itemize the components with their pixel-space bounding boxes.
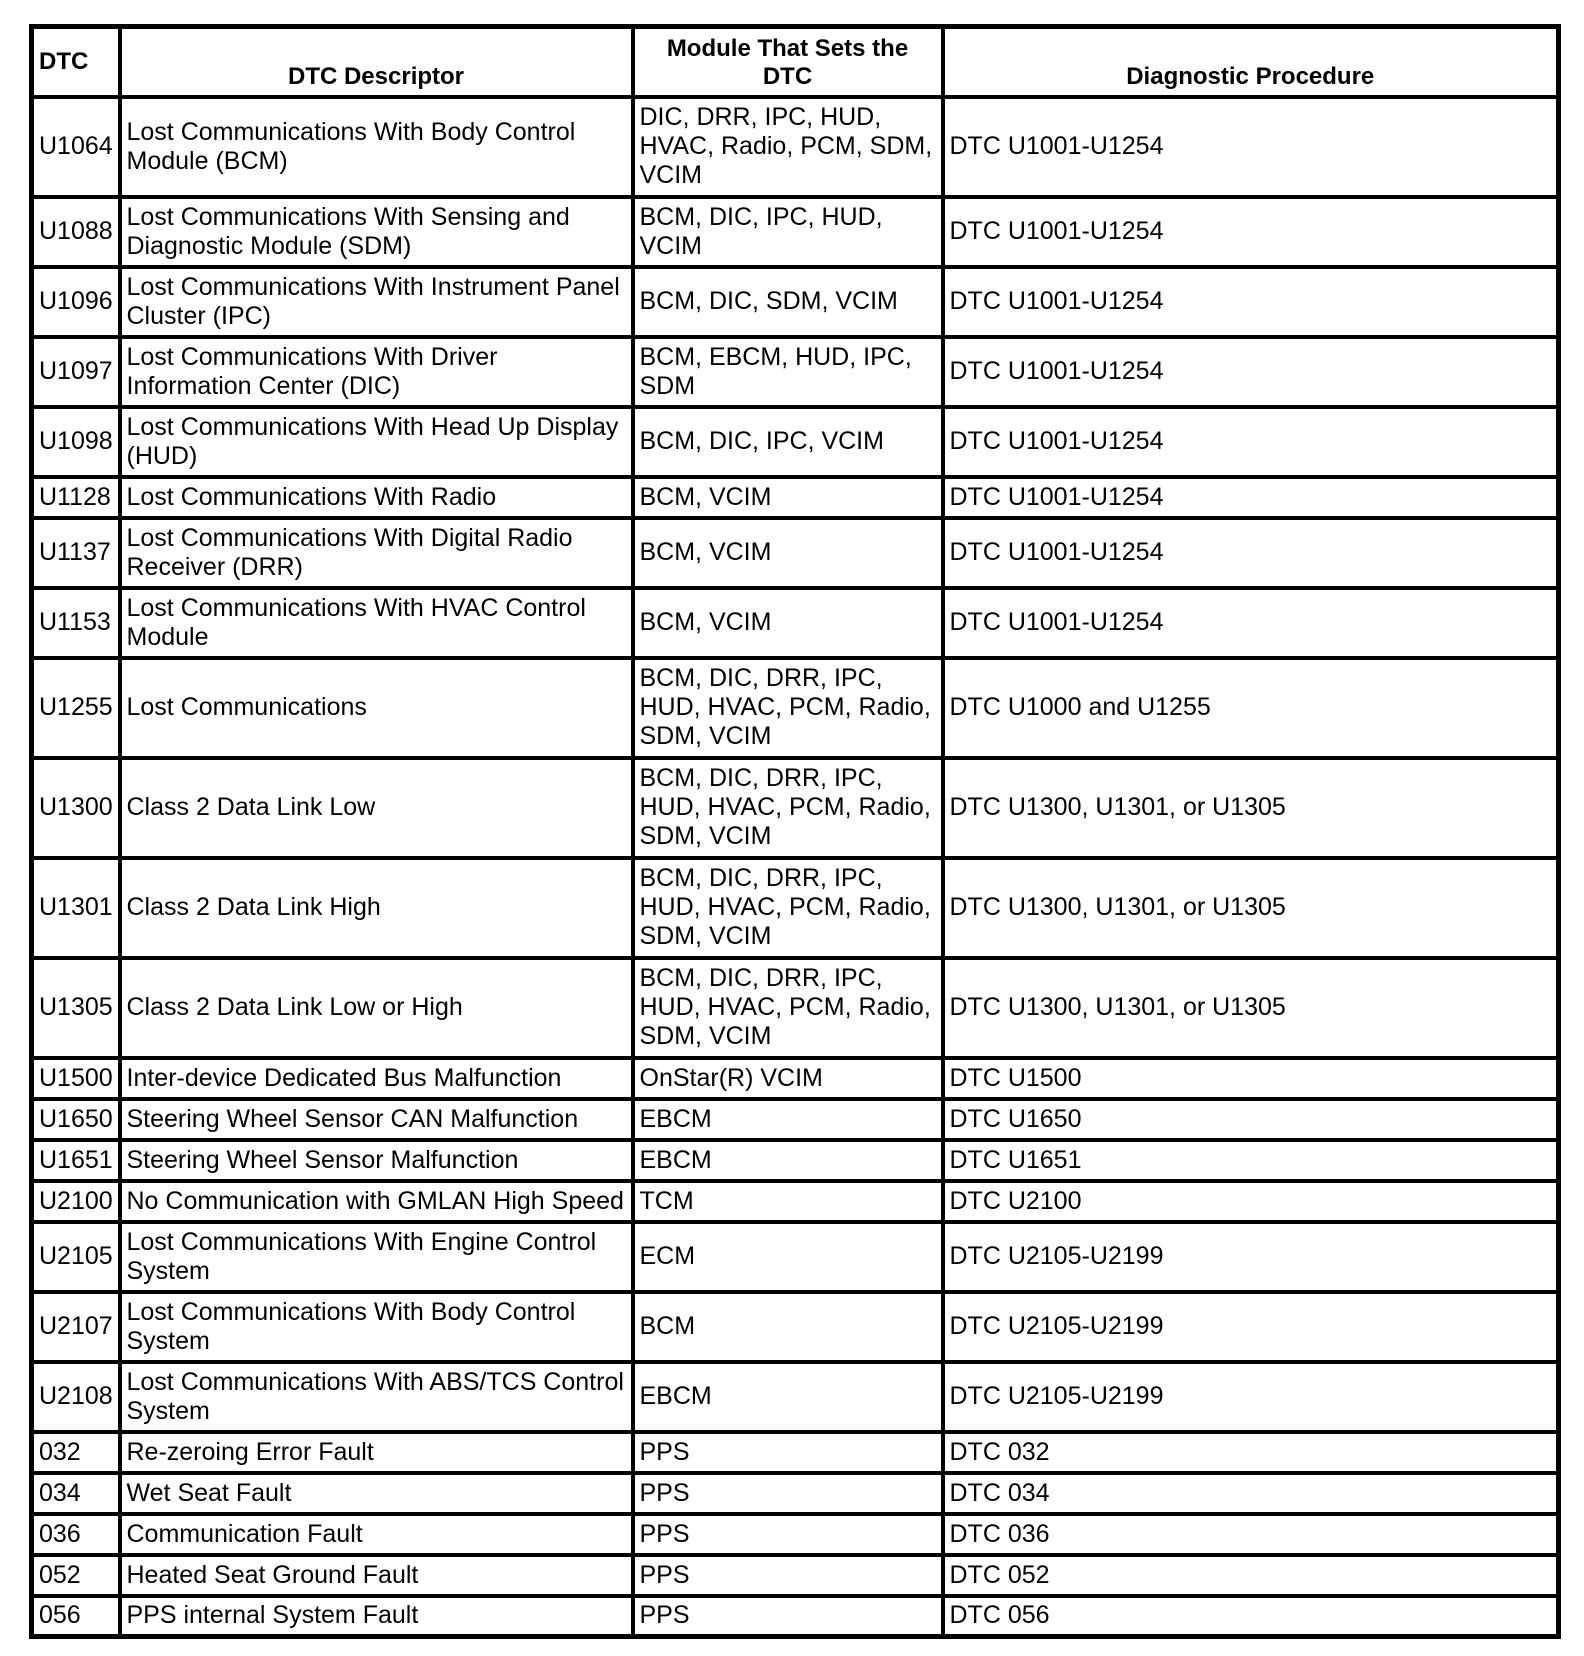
header-module: Module That Sets the DTC (633, 27, 943, 97)
diagnostic-procedure: DTC 036 (943, 1514, 1559, 1555)
dtc-code: U2105 (32, 1222, 120, 1292)
module-list: BCM, DIC, DRR, IPC, HUD, HVAC, PCM, Radio, SDM, VCIM (633, 858, 943, 958)
module-list: ECM (633, 1222, 943, 1292)
table-header-row (32, 27, 1559, 97)
module-list: PPS (633, 1514, 943, 1555)
diagnostic-procedure: DTC U1001-U1254 (943, 267, 1559, 337)
dtc-code: 032 (32, 1432, 120, 1473)
dtc-code: 052 (32, 1555, 120, 1596)
header-diagnostic-procedure: Diagnostic Procedure (943, 27, 1559, 97)
diagnostic-procedure: DTC U2105-U2199 (943, 1362, 1559, 1432)
dtc-descriptor: Lost Communications With Driver Information Center (DIC) (120, 337, 633, 407)
module-list: BCM, VCIM (633, 518, 943, 588)
table-row (32, 197, 1559, 267)
table-row (32, 477, 1559, 518)
dtc-descriptor: Inter-device Dedicated Bus Malfunction (120, 1058, 633, 1099)
header-dtc-descriptor: DTC Descriptor (120, 27, 633, 97)
diagnostic-procedure: DTC U1001-U1254 (943, 518, 1559, 588)
diagnostic-procedure: DTC U1001-U1254 (943, 337, 1559, 407)
dtc-code: U1305 (32, 958, 120, 1058)
table-row (32, 1362, 1559, 1432)
dtc-descriptor: Lost Communications With Instrument Panel Cluster (IPC) (120, 267, 633, 337)
diagnostic-procedure: DTC U1650 (943, 1099, 1559, 1140)
table-row (32, 518, 1559, 588)
dtc-code: U1651 (32, 1140, 120, 1181)
diagnostic-procedure: DTC U1500 (943, 1058, 1559, 1099)
table-row (32, 337, 1559, 407)
dtc-code: U1097 (32, 337, 120, 407)
module-list: BCM, VCIM (633, 588, 943, 658)
table-row (32, 1140, 1559, 1181)
dtc-descriptor: Lost Communications With Radio (120, 477, 633, 518)
diagnostic-procedure: DTC U1651 (943, 1140, 1559, 1181)
module-list: BCM, DIC, IPC, VCIM (633, 407, 943, 477)
module-list: BCM, DIC, DRR, IPC, HUD, HVAC, PCM, Radio, SDM, VCIM (633, 958, 943, 1058)
dtc-code: U1137 (32, 518, 120, 588)
dtc-descriptor: Lost Communications With Head Up Display (HUD) (120, 407, 633, 477)
table-row (32, 1473, 1559, 1514)
module-list: PPS (633, 1473, 943, 1514)
table-row (32, 1514, 1559, 1555)
module-list: BCM, DIC, DRR, IPC, HUD, HVAC, PCM, Radio, SDM, VCIM (633, 758, 943, 858)
module-list: OnStar(R) VCIM (633, 1058, 943, 1099)
table-row (32, 407, 1559, 477)
dtc-descriptor: PPS internal System Fault (120, 1596, 633, 1637)
module-list: PPS (633, 1596, 943, 1637)
dtc-code: U2108 (32, 1362, 120, 1432)
module-list: PPS (633, 1555, 943, 1596)
module-list: BCM, EBCM, HUD, IPC, SDM (633, 337, 943, 407)
dtc-descriptor: Lost Communications With Body Control Module (BCM) (120, 97, 633, 197)
dtc-code: U2107 (32, 1292, 120, 1362)
table-row (32, 267, 1559, 337)
table-row (32, 1181, 1559, 1222)
dtc-code: U1064 (32, 97, 120, 197)
dtc-descriptor: Lost Communications With Digital Radio Receiver (DRR) (120, 518, 633, 588)
diagnostic-procedure: DTC U1001-U1254 (943, 588, 1559, 658)
table-row (32, 1555, 1559, 1596)
diagnostic-procedure: DTC U1001-U1254 (943, 197, 1559, 267)
dtc-code: U1301 (32, 858, 120, 958)
dtc-descriptor: Steering Wheel Sensor Malfunction (120, 1140, 633, 1181)
module-list: BCM, VCIM (633, 477, 943, 518)
diagnostic-procedure: DTC U2100 (943, 1181, 1559, 1222)
dtc-code: U1128 (32, 477, 120, 518)
module-list: EBCM (633, 1140, 943, 1181)
table-row (32, 1222, 1559, 1292)
table-row (32, 1292, 1559, 1362)
dtc-descriptor: Lost Communications With HVAC Control Module (120, 588, 633, 658)
diagnostic-procedure: DTC 056 (943, 1596, 1559, 1637)
dtc-code: 036 (32, 1514, 120, 1555)
dtc-descriptor: Lost Communications (120, 658, 633, 758)
diagnostic-procedure: DTC U1000 and U1255 (943, 658, 1559, 758)
dtc-descriptor: Class 2 Data Link Low or High (120, 958, 633, 1058)
dtc-code: U1153 (32, 588, 120, 658)
diagnostic-procedure: DTC 032 (943, 1432, 1559, 1473)
dtc-descriptor: Heated Seat Ground Fault (120, 1555, 633, 1596)
dtc-descriptor: Class 2 Data Link High (120, 858, 633, 958)
table-row (32, 1596, 1559, 1637)
diagnostic-procedure: DTC U1300, U1301, or U1305 (943, 758, 1559, 858)
dtc-descriptor: Lost Communications With Sensing and Diagnostic Module (SDM) (120, 197, 633, 267)
dtc-descriptor: Lost Communications With Engine Control System (120, 1222, 633, 1292)
module-list: PPS (633, 1432, 943, 1473)
dtc-descriptor: Lost Communications With Body Control System (120, 1292, 633, 1362)
module-list: BCM, DIC, IPC, HUD, VCIM (633, 197, 943, 267)
module-list: BCM (633, 1292, 943, 1362)
module-list: EBCM (633, 1362, 943, 1432)
table-row (32, 758, 1559, 858)
dtc-descriptor: Re-zeroing Error Fault (120, 1432, 633, 1473)
diagnostic-procedure: DTC 052 (943, 1555, 1559, 1596)
dtc-descriptor: Communication Fault (120, 1514, 633, 1555)
module-list: BCM, DIC, DRR, IPC, HUD, HVAC, PCM, Radio, SDM, VCIM (633, 658, 943, 758)
module-list: EBCM (633, 1099, 943, 1140)
table-row (32, 1099, 1559, 1140)
table-body (32, 97, 1559, 1637)
dtc-descriptor: Steering Wheel Sensor CAN Malfunction (120, 1099, 633, 1140)
dtc-code: U1500 (32, 1058, 120, 1099)
table-row (32, 1058, 1559, 1099)
diagnostic-procedure: DTC U2105-U2199 (943, 1292, 1559, 1362)
diagnostic-procedure: DTC U1300, U1301, or U1305 (943, 858, 1559, 958)
dtc-code: U1098 (32, 407, 120, 477)
module-list: TCM (633, 1181, 943, 1222)
table-row (32, 858, 1559, 958)
dtc-code: U1300 (32, 758, 120, 858)
dtc-descriptor: Lost Communications With ABS/TCS Control System (120, 1362, 633, 1432)
dtc-code: 056 (32, 1596, 120, 1637)
dtc-table (29, 24, 1561, 1639)
dtc-descriptor: No Communication with GMLAN High Speed (120, 1181, 633, 1222)
module-list: BCM, DIC, SDM, VCIM (633, 267, 943, 337)
diagnostic-procedure: DTC U2105-U2199 (943, 1222, 1559, 1292)
dtc-code: U1096 (32, 267, 120, 337)
diagnostic-procedure: DTC 034 (943, 1473, 1559, 1514)
dtc-code: U1255 (32, 658, 120, 758)
table-row (32, 658, 1559, 758)
dtc-code: U1650 (32, 1099, 120, 1140)
dtc-code: 034 (32, 1473, 120, 1514)
table-row (32, 1432, 1559, 1473)
diagnostic-procedure: DTC U1300, U1301, or U1305 (943, 958, 1559, 1058)
table-row (32, 958, 1559, 1058)
dtc-descriptor: Wet Seat Fault (120, 1473, 633, 1514)
table-row (32, 588, 1559, 658)
diagnostic-procedure: DTC U1001-U1254 (943, 97, 1559, 197)
diagnostic-procedure: DTC U1001-U1254 (943, 477, 1559, 518)
table-row (32, 97, 1559, 197)
dtc-code: U2100 (32, 1181, 120, 1222)
header-dtc: DTC (32, 27, 120, 97)
diagnostic-procedure: DTC U1001-U1254 (943, 407, 1559, 477)
dtc-code: U1088 (32, 197, 120, 267)
dtc-descriptor: Class 2 Data Link Low (120, 758, 633, 858)
module-list: DIC, DRR, IPC, HUD, HVAC, Radio, PCM, SDM, VCIM (633, 97, 943, 197)
